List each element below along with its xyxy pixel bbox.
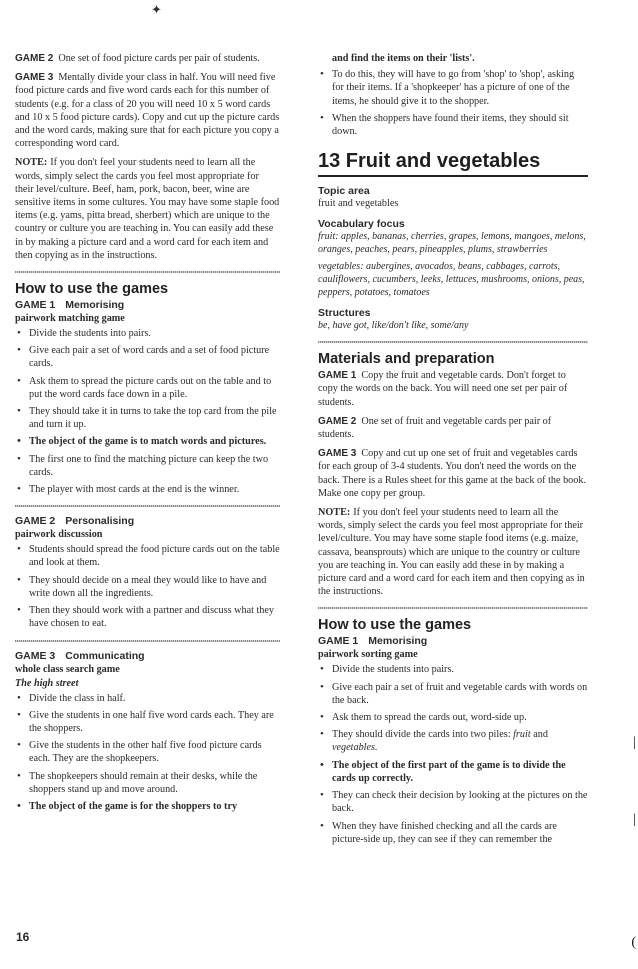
section-divider [318, 607, 588, 609]
list-item: • Divide the students into pairs. [318, 663, 588, 676]
game2-heading: GAME 2 Personalising [15, 515, 135, 528]
list-item: • The first one to find the matching picture can keep the two cards. [15, 453, 280, 479]
game-label: GAME 3 [15, 72, 54, 84]
game3-title: The high street [15, 677, 79, 689]
vocabulary-vegetables: vegetables: aubergines, avocados, beans, cabbages, carrots, cauliflowers, cucumbers, leeks, lettuces, mushrooms, onions, peas, peppers, potatoes, tomatoes [318, 261, 585, 299]
game2-subtitle: pairwork discussion [15, 529, 103, 541]
continued-steps [318, 68, 588, 138]
game-label: GAME 1 [318, 370, 357, 382]
structures-text: be, have got, like/don't like, some/any [318, 320, 469, 332]
materials-game2: GAME 2 One set of food picture cards per pair of students. [15, 53, 260, 64]
list-item: • Ask them to spread the picture cards out on the table and to put the word cards face down in a pile. [15, 375, 280, 401]
list-item: • Then they should work with a partner and discuss what they have chosen to eat. [15, 604, 280, 630]
game1-steps [318, 663, 588, 845]
continued-bold-text: and find the items on their 'lists'. [332, 53, 475, 64]
page-number: 16 [16, 930, 30, 944]
game-label: GAME 2 [15, 53, 54, 64]
materials-game2: GAME 2 One set of fruit and vegetable cards per pair of students. [318, 415, 552, 441]
structures-heading: Structures [318, 307, 371, 320]
list-item: • When they have finished checking and all the cards are picture-side up, they can see if they can remember the [318, 820, 588, 846]
list-item: • Give the students in one half five word cards each. They are the shoppers. [15, 709, 280, 735]
vocabulary-heading: Vocabulary focus [318, 218, 405, 231]
list-item: • The object of the game is for the shoppers to try [15, 800, 280, 813]
section-divider [15, 505, 280, 507]
game1-heading: GAME 1 Memorising [318, 635, 428, 648]
left-column [15, 52, 280, 817]
topic-area-heading: Topic area [318, 185, 370, 198]
game1-subtitle: pairwork sorting game [318, 649, 418, 661]
materials-game3: GAME 3 Mentally divide your class in half. You will need five food picture cards and five word cards each for this number of students (e.g. for a class of 20 you will need 10 x 5 word cards and 10 x 5 food picture cards). Copy and cut up the picture cards and the word cards, making sure that for each picture you copy a corresponding word card. [15, 72, 280, 150]
list-item: • They should divide the cards into two piles: fruit and vegetables. [318, 728, 588, 754]
game3-steps [15, 692, 280, 814]
game3-heading: GAME 3 Communicating [15, 649, 145, 662]
game-label: GAME 3 [318, 448, 357, 460]
game-label: GAME 2 [318, 415, 357, 427]
game1-steps [15, 327, 280, 496]
how-to-use-heading: How to use the games [15, 281, 169, 298]
topic-area-text: fruit and vegetables [318, 198, 399, 210]
edge-mark: ( [631, 935, 636, 950]
list-item: • The player with most cards at the end is the winner. [15, 483, 280, 496]
list-item: • Give each pair a set of word cards and a set of food picture cards. [15, 344, 280, 370]
list-item: • They should decide on a meal they would like to have and write down all the ingredients. [15, 574, 280, 600]
unit-title: 13 Fruit and vegetables [318, 150, 588, 177]
list-item: • Divide the class in half. [15, 692, 280, 705]
list-item: • To do this, they will have to go from 'shop' to 'shop', asking for their items. If a 'shopkeeper' has a picture of one of the items, he should give it to the shopper. [318, 68, 588, 108]
list-item: • They should take it in turns to take the top card from the pile and turn it up. [15, 405, 280, 431]
game1-subtitle: pairwork matching game [15, 313, 125, 325]
list-item: • The object of the game is to match words and pictures. [15, 435, 280, 448]
list-item: • The object of the first part of the game is to divide the cards up correctly. [318, 759, 588, 785]
materials-game1: GAME 1 Copy the fruit and vegetable cards. Don't forget to copy the words on the back. You will need one set per pair of students. [318, 370, 568, 408]
game3-subtitle: whole class search game [15, 663, 120, 675]
right-column [318, 52, 588, 850]
list-item: • Give each pair a set of fruit and vegetable cards with words on the back. [318, 681, 588, 707]
list-item: • Divide the students into pairs. [15, 327, 280, 340]
edge-mark: | [633, 812, 636, 827]
list-item: • When the shoppers have found their items, they should sit down. [318, 112, 588, 138]
game2-steps [15, 543, 280, 630]
materials-note: NOTE: If you don't feel your students need to learn all the words, simply select the cards you feel most appropriate for their level/culture. You may have some staple food items (e.g. maize, cassava, beansprouts) which are unique to the country or culture you are teaching in. You can easily add these in by making a picture card and a word card for each item and then copying as in the instructions. [318, 507, 585, 598]
game1-heading: GAME 1 Memorising [15, 299, 125, 312]
materials-note: NOTE: If you don't feel your students need to learn all the words, simply select the cards you feel most appropriate for their level/culture. Beef, ham, pork, bacon, beer, wine are sensitive items in some cultures. You may have some staple food items (e.g. yams, pitta bread, sherbert) which are unique to the country or culture you are teaching in. You can easily add these in by making a picture card and a word card for each item and then copying as in the instructions. [15, 157, 280, 261]
vocabulary-fruit: fruit: apples, bananas, cherries, grapes, lemons, mangoes, melons, oranges, peaches, pears, pineapples, plums, strawberries [318, 231, 586, 256]
list-item: • Give the students in the other half five food picture cards each. They are the shopkeepers. [15, 739, 280, 765]
materials-game3: GAME 3 Copy and cut up one set of fruit and vegetables cards for each group of 3-4 students. You don't need the words on the back. There is a Rules sheet for this game at the back of the book. Make one copy per group. [318, 448, 586, 499]
how-to-use-heading: How to use the games [318, 617, 472, 634]
top-ornament: ✦ [151, 2, 162, 17]
edge-mark: | [633, 735, 636, 750]
section-divider [15, 271, 280, 273]
list-item: • They can check their decision by looking at the pictures on the back. [318, 789, 588, 815]
section-divider [318, 341, 588, 343]
list-item: • Students should spread the food picture cards out on the table and look at them. [15, 543, 280, 569]
materials-heading: Materials and preparation [318, 351, 495, 368]
section-divider [15, 640, 280, 642]
list-item: • Ask them to spread the cards out, word-side up. [318, 711, 588, 724]
list-item: • The shopkeepers should remain at their desks, while the shoppers stand up and move around. [15, 770, 280, 796]
